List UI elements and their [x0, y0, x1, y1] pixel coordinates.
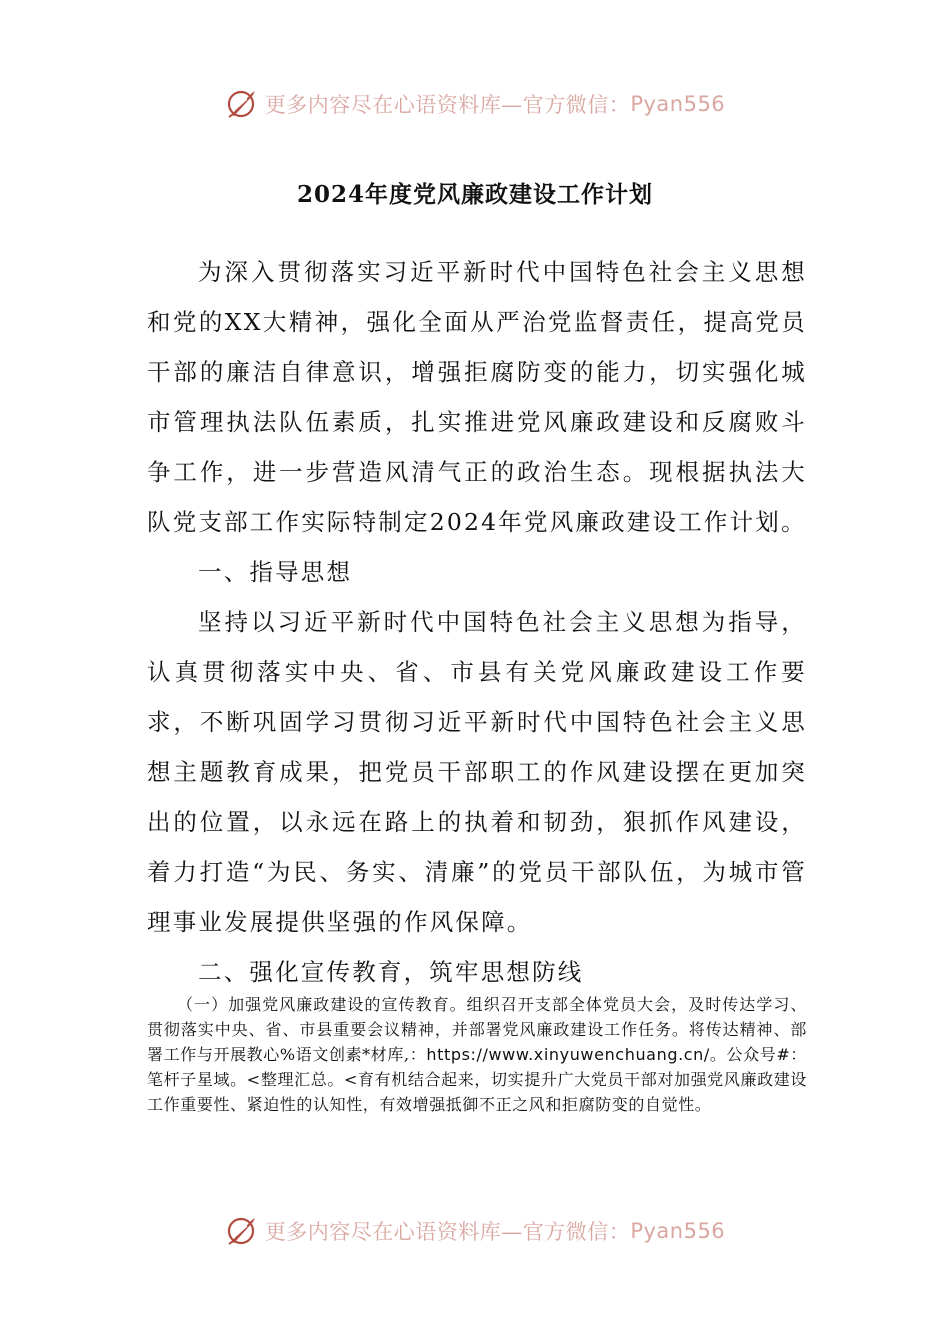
- banner-wechat-id: Pyan556: [630, 1219, 726, 1243]
- section-heading-1: 一、指导思想: [198, 558, 353, 586]
- banner-wechat-id: Pyan556: [630, 92, 726, 116]
- website-url: https://www.xinyuwenchuang.cn/: [426, 1045, 710, 1064]
- quill-pen-logo-icon: [225, 1214, 259, 1248]
- guiding-paragraph: 坚持以习近平新时代中国特色社会主义思想为指导，认真贯彻落实中央、省、市县有关党风廉政建设工作要求，不断巩固学习贯彻习近平新时代中国特色社会主义思想主题教育成果，把党员干部职工的作风建设摆在更加突出的位置，以永远在路上的执着和韧劲，狠抓作风建设，着力打造“为民、务实、清廉”的党员干部队伍，为城市管理事业发展提供坚强的作风保障。: [147, 608, 807, 936]
- document-title: 2024年度党风廉政建设工作计划: [296, 181, 653, 208]
- header-banner: [0, 84, 950, 124]
- subsection-text-b: 。公众号#：笔杆子星域。<整理汇总。<育有机结合起来，切实提升广大党员干部对加强党风廉政建设工作重要性、紧迫性的认知性，有效增强抵御不正之风和拒腐防变的自觉性。: [147, 1045, 807, 1114]
- subsection-text-a: （一）加强党风廉政建设的宣传教育。组织召开支部全体党员大会，及时传达学习、贯彻落实中央、省、市县重要会议精神，并部署党风廉政建设工作任务。将传达精神、部署工作与开展教心%语文创素*材库,：: [147, 995, 807, 1064]
- section-heading-2: 二、强化宣传教育，筑牢思想防线: [198, 958, 584, 986]
- quill-pen-logo-icon: [225, 87, 259, 121]
- footer-banner: [0, 1211, 950, 1251]
- banner-text: 更多内容尽在心语资料库—官方微信：: [264, 1220, 631, 1244]
- subsection-paragraph: [147, 992, 807, 1117]
- document-body: [147, 247, 807, 997]
- intro-paragraph: 为深入贯彻落实习近平新时代中国特色社会主义思想和党的XX大精神，强化全面从严治党监督责任，提高党员干部的廉洁自律意识，增强拒腐防变的能力，切实强化城市管理执法队伍素质，扎实推进党风廉政建设和反腐败斗争工作，进一步营造风清气正的政治生态。现根据执法大队党支部工作实际特制定2024年党风廉政建设工作计划。: [147, 258, 807, 536]
- banner-text: 更多内容尽在心语资料库—官方微信：: [264, 93, 631, 117]
